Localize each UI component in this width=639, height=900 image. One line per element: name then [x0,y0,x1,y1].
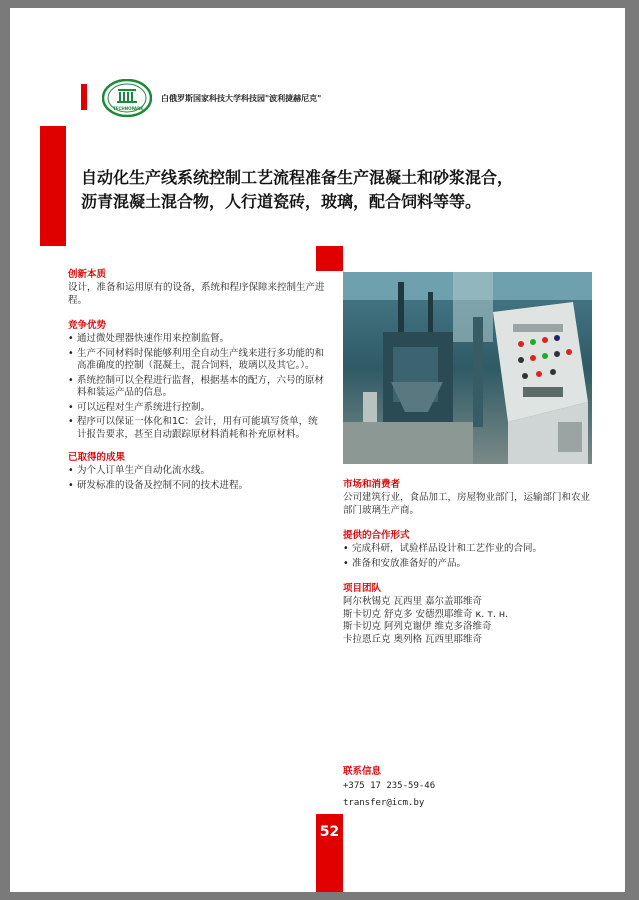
innovation-heading: 创新本质 [68,269,107,280]
list-item: • 通过微处理器快速作用来控制监督。 [68,333,326,346]
team-member: 斯卡切克 阿列克谢伊 维克多洛维奇 [343,621,492,632]
team-member: 卡拉恩丘克 奥列格 瓦西里耶维奇 [343,633,483,645]
market-text: 公司建筑行业，食品加工，房屋物业部门，运输部门和农业部门玻璃生产商。 [343,492,591,516]
title-line-1: 自动化生产线系统控制工艺流程准备生产混凝土和砂浆混合， [81,168,514,187]
cooperation-heading: 提供的合作形式 [343,530,410,541]
contact-phone: +375 17 235-59-46 [343,781,436,791]
list-item: • 程序可以保证一体化和1C：会计，用有可能填写货单，统计报告要求，甚至自动跟踪原材料消耗和补充原材料。 [68,416,326,441]
photo-accent-square [316,246,343,271]
list-item: • 系统控制可以全程进行监督，根据基本的配方，六号的原材料和装运产品的信息。 [68,375,326,400]
advantages-list [68,333,326,441]
title-accent-block [40,126,66,246]
right-column [343,476,598,646]
list-item: • 可以远程对生产系统进行控制。 [68,402,326,415]
cooperation-list [343,543,598,570]
achievements-list [68,465,326,492]
list-item: • 生产不同材料时保能够利用全自动生产线来进行多功能的和高准确度的控制（混凝土，混合饲料，玻璃以及其它。）。 [68,348,326,373]
page [10,8,625,892]
left-column [68,266,326,494]
organization-name: 白俄罗斯国家科技大学科技园"波利捷赫尼克" [161,94,322,103]
innovation-text: 设计，准备和运用原有的设备，系统和程序保障来控制生产进程。 [68,282,325,306]
team-member: 斯卡切克 舒克多 安德烈耶维奇 к. т. н. [343,608,509,620]
contact-block [343,763,543,810]
list-item: • 研发标准的设备及控制不同的技术进程。 [68,480,326,493]
factory-control-panel-photo [343,272,592,464]
achievements-heading: 已取得的成果 [68,452,126,463]
team-member: 阿尔秋锡克 瓦西里 嘉尔盖耶维奇 [343,596,483,607]
team-heading: 项目团队 [343,583,382,594]
technopark-logo [102,79,152,117]
page-title [81,166,621,214]
list-item: • 准备和安放准备好的产品。 [343,558,598,571]
contact-email: transfer@icm.by [343,798,425,808]
list-item: • 完成科研，试验样品设计和工艺作业的合同。 [343,543,598,556]
page-number: 52 [319,824,340,840]
page-number-bar [316,814,343,892]
list-item: • 为个人订单生产自动化流水线。 [68,465,326,478]
advantages-heading: 竞争优势 [68,320,107,331]
title-line-2: 沥青混凝土混合物，人行道瓷砖，玻璃，配合饲料等等。 [81,192,482,211]
logo-text: TECHNOPARK [113,106,144,111]
header-accent-bar [81,84,87,110]
contact-heading: 联系信息 [343,766,382,777]
market-heading: 市场和消费者 [343,479,401,490]
